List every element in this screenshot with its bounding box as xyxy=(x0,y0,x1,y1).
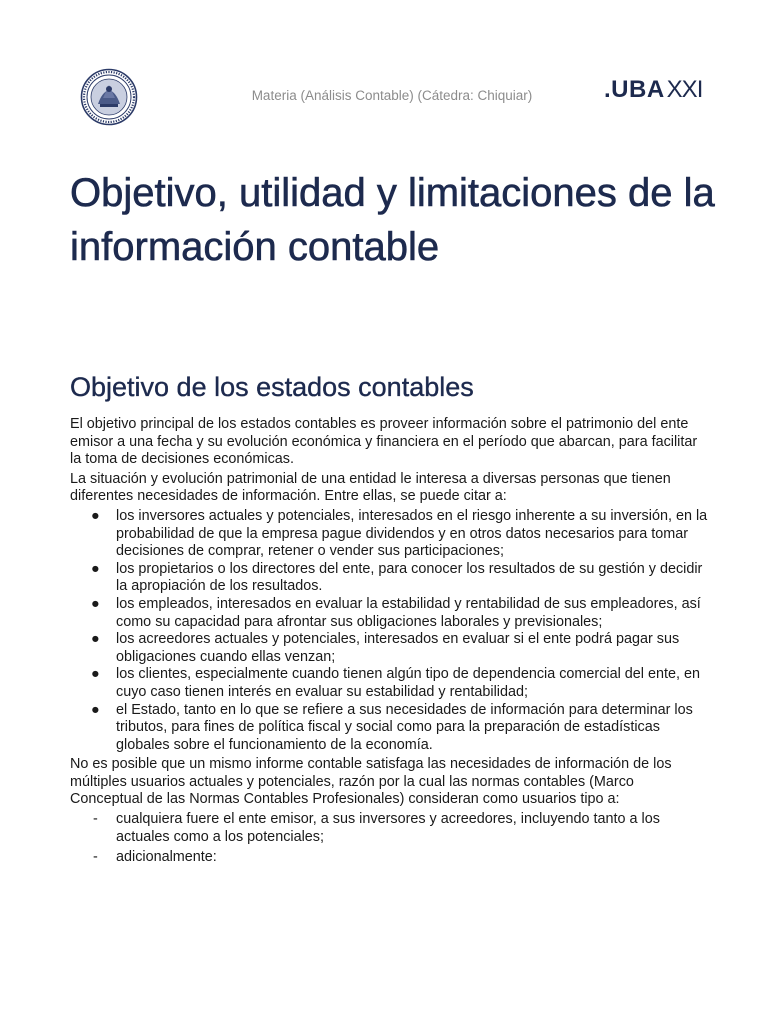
list-item-text: los clientes, especialmente cuando tienen algún tipo de dependencia comercial del ente, en cuyo caso tienen interés en evaluar su estabilidad y rentabilidad; xyxy=(116,666,701,700)
list-item-text: adicionalmente: xyxy=(116,849,217,866)
list-item-text: cualquiera fuere el ente emisor, a sus inversores y acreedores, incluyendo tanto a los actuales como a los potenciales; xyxy=(116,811,660,845)
uba-xxi-logo xyxy=(604,76,702,104)
list-item-text: el Estado, tanto en lo que se refiere a sus necesidades de información para determinar los tributos, para fines de política fiscal y social como para la preparación de estadísticas globales sobre el funcionamiento de la economía. xyxy=(116,701,693,753)
list-item xyxy=(70,596,710,631)
list-item-text: los empleados, interesados en evaluar la estabilidad y rentabilidad de sus empleadores, así como su capacidad para afrontar sus obligaciones laborales y previsionales; xyxy=(116,595,701,630)
list-item xyxy=(70,849,710,867)
bullet-marker: ● xyxy=(91,560,100,577)
bullet-marker: ● xyxy=(91,701,100,718)
list-item xyxy=(70,666,710,701)
list-item xyxy=(70,508,710,561)
dash-marker: - xyxy=(93,811,98,828)
logo-light-text: XXI xyxy=(666,76,703,103)
list-item xyxy=(70,811,710,846)
list-item xyxy=(70,702,710,755)
dash-marker: - xyxy=(93,849,98,866)
bullet-marker: ● xyxy=(91,595,100,612)
paragraph-1: El objetivo principal de los estados contables es proveer información sobre el patrimonio del ente emisor a una fecha y su evolución económica y financiera en el período que abarcan, para facilitar la toma de decisiones económicas. xyxy=(70,416,698,468)
list-item xyxy=(70,631,710,666)
section-heading: Objetivo de los estados contables xyxy=(70,372,474,402)
paragraph-2: La situación y evolución patrimonial de una entidad le interesa a diversas personas que tienen diferentes necesidades de información. Entre ellas, se puede citar a: xyxy=(70,470,671,505)
list-item-text: los propietarios o los directores del ente, para conocer los resultados de su gestión y decidir la apropiación de los resultados. xyxy=(116,560,703,595)
header-subject: Materia (Análisis Contable) (Cátedra: Chiquiar) xyxy=(251,88,533,103)
list-item-text: los inversores actuales y potenciales, interesados en el riesgo inherente a su inversión, en la probabilidad de que la empresa pague dividendos y en otros datos necesarios para tomar decisiones de comprar, retener o vender sus participaciones; xyxy=(116,507,708,560)
list-item-text: los acreedores actuales y potenciales, interesados en evaluar si el ente podrá pagar sus obligaciones cuando ellas venzan; xyxy=(116,631,680,665)
page-title: Objetivo, utilidad y limitaciones de la información contable xyxy=(70,171,715,269)
user-bullet-list xyxy=(70,508,710,754)
bullet-marker: ● xyxy=(91,666,100,683)
paragraph-3: No es posible que un mismo informe contable satisfaga las necesidades de información de los múltiples usuarios actuales y potenciales, razón por la cual las normas contables (Marco Conceptual de las Normas Contables Profesionales) consideran como usuarios tipo a: xyxy=(70,756,672,808)
list-item xyxy=(70,561,710,596)
section-body xyxy=(70,416,710,870)
logo-bold-text: .UBA xyxy=(604,76,665,103)
user-type-dash-list xyxy=(70,811,710,867)
bullet-marker: ● xyxy=(91,507,100,524)
bullet-marker: ● xyxy=(91,631,100,648)
page-header xyxy=(0,0,768,140)
